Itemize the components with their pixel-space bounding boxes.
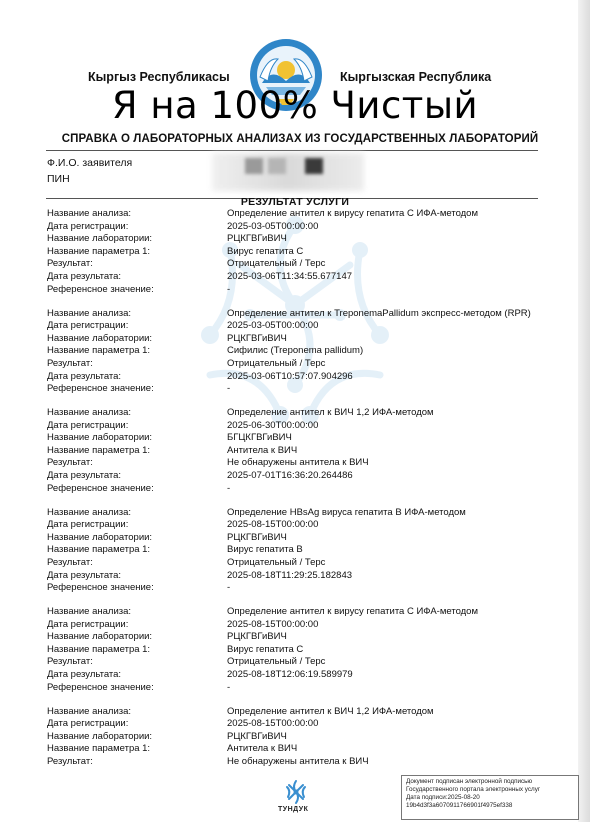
laboratory-name-row	[0, 731, 590, 743]
laboratory-name: РЦКГВГиВИЧ	[227, 730, 287, 742]
registration-date-row	[0, 619, 590, 631]
redacted-pixel-block	[305, 158, 323, 174]
registration-date-label: Дата регистрации:	[47, 320, 129, 332]
result-value-label: Результат:	[47, 755, 93, 767]
registration-date-row	[0, 718, 590, 730]
result-date-row	[0, 271, 590, 283]
reference-value: -	[227, 383, 231, 395]
result-value: Не обнаружены антитела к ВИЧ	[227, 755, 369, 767]
laboratory-name: БГЦКГВГиВИЧ	[227, 432, 292, 444]
analysis-name-label: Название анализа:	[47, 506, 132, 518]
reference-value-label: Референсное значение:	[47, 681, 154, 693]
result-date-label: Дата результата:	[47, 569, 122, 581]
laboratory-name-label: Название лаборатории:	[47, 531, 153, 543]
analysis-name-label: Название анализа:	[47, 208, 132, 219]
registration-date-row	[0, 320, 590, 332]
result-date-label: Дата результата:	[47, 370, 122, 382]
parameter-name: Вирус гепатита С	[227, 245, 304, 257]
redacted-pixel-block	[245, 158, 263, 174]
laboratory-name: РЦКГВГиВИЧ	[227, 233, 287, 245]
analysis-name-row	[0, 208, 590, 220]
analysis-name: Определение антител к вирусу гепатита С ИФА-методом	[227, 208, 478, 219]
result-value: Не обнаружены антитела к ВИЧ	[227, 457, 369, 469]
parameter-name-label: Название параметра 1:	[47, 743, 151, 755]
parameter-name: Антитела к ВИЧ	[227, 444, 298, 456]
result-value-row	[0, 358, 590, 370]
result-value-row	[0, 756, 590, 768]
result-date: 2025-08-18T11:29:25.182843	[227, 569, 353, 581]
tunduk-logo-text: ТУНДУК	[278, 806, 309, 813]
analysis-name-row	[0, 706, 590, 718]
signature-hash: 19b4d3f3a6070911766901f4975ef338	[406, 802, 513, 809]
result-value: Отрицательный / Терс	[227, 357, 326, 369]
analysis-name: Определение антител к ВИЧ 1,2 ИФА-методом	[227, 407, 434, 418]
parameter-name-label: Название параметра 1:	[47, 345, 151, 357]
laboratory-name-row	[0, 432, 590, 444]
laboratory-name-row	[0, 333, 590, 345]
result-value-label: Результат:	[47, 656, 93, 668]
analysis-name: Определение антител к ВИЧ 1,2 ИФА-методом	[227, 705, 434, 717]
result-value-row	[0, 258, 590, 270]
result-value: Отрицательный / Терс	[227, 556, 326, 568]
analysis-name: Определение антител к TreponemaPallidum экспресс-методом (RPR)	[227, 307, 531, 319]
result-date-row	[0, 669, 590, 681]
registration-date-label: Дата регистрации:	[47, 519, 129, 531]
country-name-kyrgyz: Кыргыз Республикасы	[88, 70, 230, 84]
reference-value-row	[0, 284, 590, 296]
result-date-label: Дата результата:	[47, 669, 122, 680]
results-heading: РЕЗУЛЬТАТ УСЛУГИ	[240, 196, 350, 208]
laboratory-name-row	[0, 631, 590, 643]
laboratory-name-row	[0, 532, 590, 544]
analysis-name: Определение HBsAg вируса гепатита В ИФА-методом	[227, 506, 466, 518]
laboratory-name-label: Название лаборатории:	[47, 233, 153, 245]
parameter-name-row	[0, 544, 590, 556]
result-value-row	[0, 557, 590, 569]
digital-signature-box	[401, 775, 579, 820]
registration-date: 2025-08-15T00:00:00	[227, 718, 319, 730]
pin-label: ПИН	[47, 173, 70, 185]
registration-date: 2025-03-05T00:00:00	[227, 220, 319, 232]
laboratory-name: РЦКГВГиВИЧ	[227, 631, 287, 643]
parameter-name: Вирус гепатита С	[227, 643, 304, 655]
parameter-name-label: Название параметра 1:	[47, 544, 151, 556]
result-value: Отрицательный / Терс	[227, 258, 326, 270]
registration-date-label: Дата регистрации:	[47, 718, 129, 730]
result-date-row	[0, 371, 590, 383]
laboratory-name-label: Название лаборатории:	[47, 332, 153, 344]
analysis-name-row	[0, 308, 590, 320]
parameter-name-label: Название параметра 1:	[47, 444, 151, 456]
reference-value: -	[227, 482, 231, 494]
signature-date: Дата подписи:2025-08-20	[406, 794, 480, 801]
parameter-name-label: Название параметра 1:	[47, 245, 151, 257]
parameter-name-row	[0, 445, 590, 457]
redacted-applicant-data	[212, 153, 364, 191]
result-date: 2025-03-06T10:57:07.904296	[227, 370, 353, 382]
signature-line: Документ подписан электронной подписью	[406, 778, 533, 785]
analysis-name-row	[0, 407, 590, 419]
laboratory-name-label: Название лаборатории:	[47, 432, 153, 444]
registration-date-label: Дата регистрации:	[47, 419, 129, 431]
result-date: 2025-07-01T16:36:20.264486	[227, 470, 353, 481]
reference-value: -	[227, 283, 231, 295]
tunduk-logo-icon	[283, 779, 309, 805]
analysis-name-row	[0, 507, 590, 519]
result-value-row	[0, 457, 590, 469]
reference-value-label: Референсное значение:	[47, 283, 154, 295]
result-value: Отрицательный / Терс	[227, 656, 326, 668]
parameter-name: Вирус гепатита В	[227, 544, 303, 556]
registration-date-label: Дата регистрации:	[47, 220, 129, 232]
registration-date-label: Дата регистрации:	[47, 618, 129, 630]
result-date-row	[0, 470, 590, 482]
analysis-name-label: Название анализа:	[47, 307, 132, 319]
laboratory-name-label: Название лаборатории:	[47, 631, 153, 643]
laboratory-name: РЦКГВГиВИЧ	[227, 531, 287, 543]
registration-date: 2025-08-15T00:00:00	[227, 519, 319, 531]
analysis-name-row	[0, 606, 590, 618]
registration-date-row	[0, 420, 590, 432]
laboratory-name-row	[0, 233, 590, 245]
result-value-label: Результат:	[47, 258, 93, 270]
result-date: 2025-03-06T11:34:55.677147	[227, 271, 353, 282]
registration-date-row	[0, 519, 590, 531]
result-date-row	[0, 570, 590, 582]
result-date-label: Дата результата:	[47, 271, 122, 282]
country-name-russian: Кыргызская Республика	[340, 70, 492, 84]
redacted-pixel-block	[268, 158, 286, 174]
analysis-name-label: Название анализа:	[47, 407, 132, 418]
parameter-name-row	[0, 246, 590, 258]
result-date-label: Дата результата:	[47, 470, 122, 481]
registration-date-row	[0, 221, 590, 233]
reference-value-row	[0, 483, 590, 495]
parameter-name-row	[0, 345, 590, 357]
reference-value-row	[0, 682, 590, 694]
document-title: СПРАВКА О ЛАБОРАТОРНЫХ АНАЛИЗАХ ИЗ ГОСУДАРСТВЕННЫХ ЛАБОРАТОРИЙ	[61, 133, 539, 145]
parameter-name: Антитела к ВИЧ	[227, 743, 298, 755]
registration-date: 2025-08-15T00:00:00	[227, 618, 319, 630]
analysis-name: Определение антител к вирусу гепатита С ИФА-методом	[227, 606, 478, 617]
reference-value-label: Референсное значение:	[47, 582, 154, 594]
registration-date: 2025-06-30T00:00:00	[227, 419, 319, 431]
reference-value-label: Референсное значение:	[47, 383, 154, 395]
result-value-row	[0, 656, 590, 668]
parameter-name: Сифилис (Treponema pallidum)	[227, 345, 364, 357]
parameter-name-row	[0, 743, 590, 755]
reference-value: -	[227, 681, 231, 693]
laboratory-name: РЦКГВГиВИЧ	[227, 332, 287, 344]
parameter-name-label: Название параметра 1:	[47, 643, 151, 655]
result-value-label: Результат:	[47, 357, 93, 369]
analysis-name-label: Название анализа:	[47, 606, 132, 617]
registration-date: 2025-03-05T00:00:00	[227, 320, 319, 332]
title-divider	[46, 150, 538, 151]
parameter-name-row	[0, 644, 590, 656]
result-value-label: Результат:	[47, 457, 93, 469]
result-value-label: Результат:	[47, 556, 93, 568]
reference-value-row	[0, 582, 590, 594]
result-date: 2025-08-18T12:06:19.589979	[227, 669, 353, 680]
fio-label: Ф.И.О. заявителя	[47, 157, 133, 169]
overlay-caption: Я на 100% Чистый	[111, 84, 479, 127]
reference-value-label: Референсное значение:	[47, 482, 154, 494]
laboratory-name-label: Название лаборатории:	[47, 730, 153, 742]
analysis-name-label: Название анализа:	[47, 705, 132, 717]
signature-line: Государственного портала электронных услуг	[406, 786, 541, 793]
reference-value-row	[0, 383, 590, 395]
reference-value: -	[227, 582, 231, 594]
